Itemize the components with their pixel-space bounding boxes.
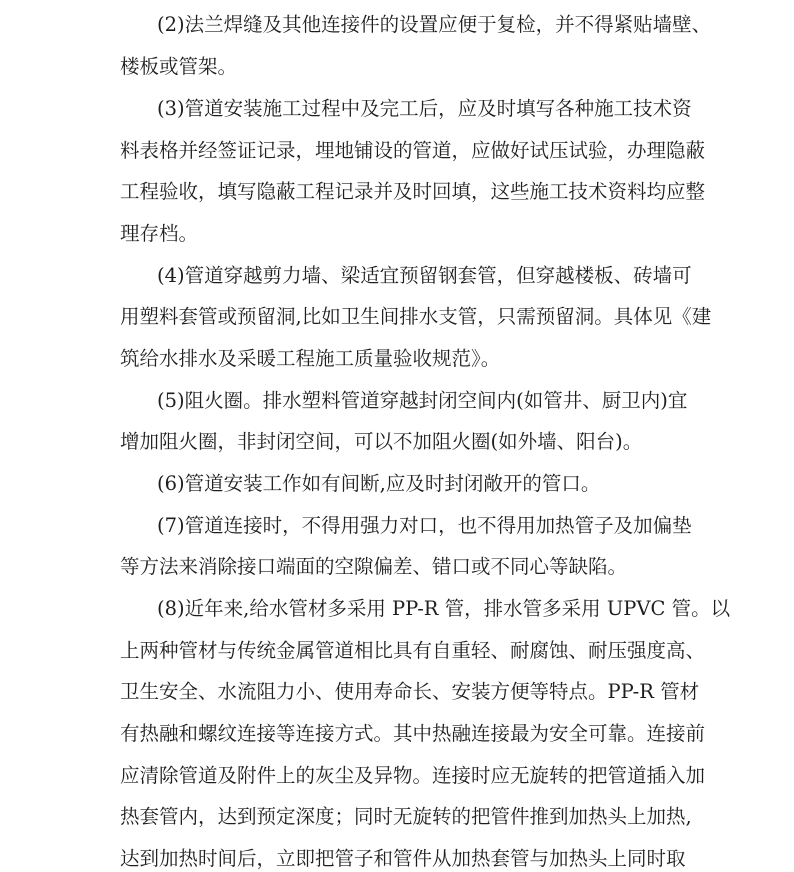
text-line-2: 楼板或管架。 (120, 55, 238, 78)
text-line-4: 料表格并经签证记录，埋地铺设的管道，应做好试压试验，办理隐蔽 (120, 139, 706, 162)
text-line-1: (2)法兰焊缝及其他连接件的设置应便于复检，并不得紧贴墙壁、 (157, 13, 712, 36)
text-line-16: 上两种管材与传统金属管道相比具有自重轻、耐腐蚀、耐压强度高、 (120, 639, 706, 662)
text-line-5: 工程验收，填写隐蔽工程记录并及时回填，这些施工技术资料均应整 (120, 180, 706, 203)
text-line-11: 增加阻火圈，非封闭空间，可以不加阻火圈(如外墙、阳台)。 (120, 430, 643, 453)
text-line-15: (8)近年来,给水管材多采用 PP-R 管，排水管多采用 UPVC 管。以 (157, 597, 731, 620)
text-line-6: 理存档。 (120, 222, 199, 245)
text-line-10: (5)阻火圈。排水塑料管道穿越封闭空间内(如管井、厨卫内)宜 (157, 389, 688, 412)
text-line-14: 等方法来消除接口端面的空隙偏差、错口或不同心等缺陷。 (120, 555, 628, 578)
text-line-7: (4)管道穿越剪力墙、梁适宜预留钢套管，但穿越楼板、砖墙可 (157, 264, 692, 287)
text-line-3: (3)管道安装施工过程中及完工后，应及时填写各种施工技术资 (157, 97, 692, 120)
text-line-18: 有热融和螺纹连接等连接方式。其中热融连接最为安全可靠。连接前 (120, 722, 706, 745)
text-line-9: 筑给水排水及采暖工程施工质量验收规范》。 (120, 347, 501, 370)
text-line-21: 达到加热时间后，立即把管子和管件从加热套管与加热头上同时取 (120, 847, 686, 870)
text-line-20: 热套管内，达到预定深度；同时无旋转的把管件推到加热头上加热, (120, 805, 692, 828)
text-line-17: 卫生安全、水流阻力小、使用寿命长、安装方便等特点。PP-R 管材 (120, 680, 700, 703)
text-line-8: 用塑料套管或预留洞,比如卫生间排水支管，只需预留洞。具体见《建 (120, 305, 712, 328)
text-line-19: 应清除管道及附件上的灰尘及异物。连接时应无旋转的把管道插入加 (120, 764, 706, 787)
text-line-13: (7)管道连接时，不得用强力对口，也不得用加热管子及加偏垫 (157, 514, 692, 537)
text-line-12: (6)管道安装工作如有间断,应及时封闭敞开的管口。 (157, 472, 601, 495)
